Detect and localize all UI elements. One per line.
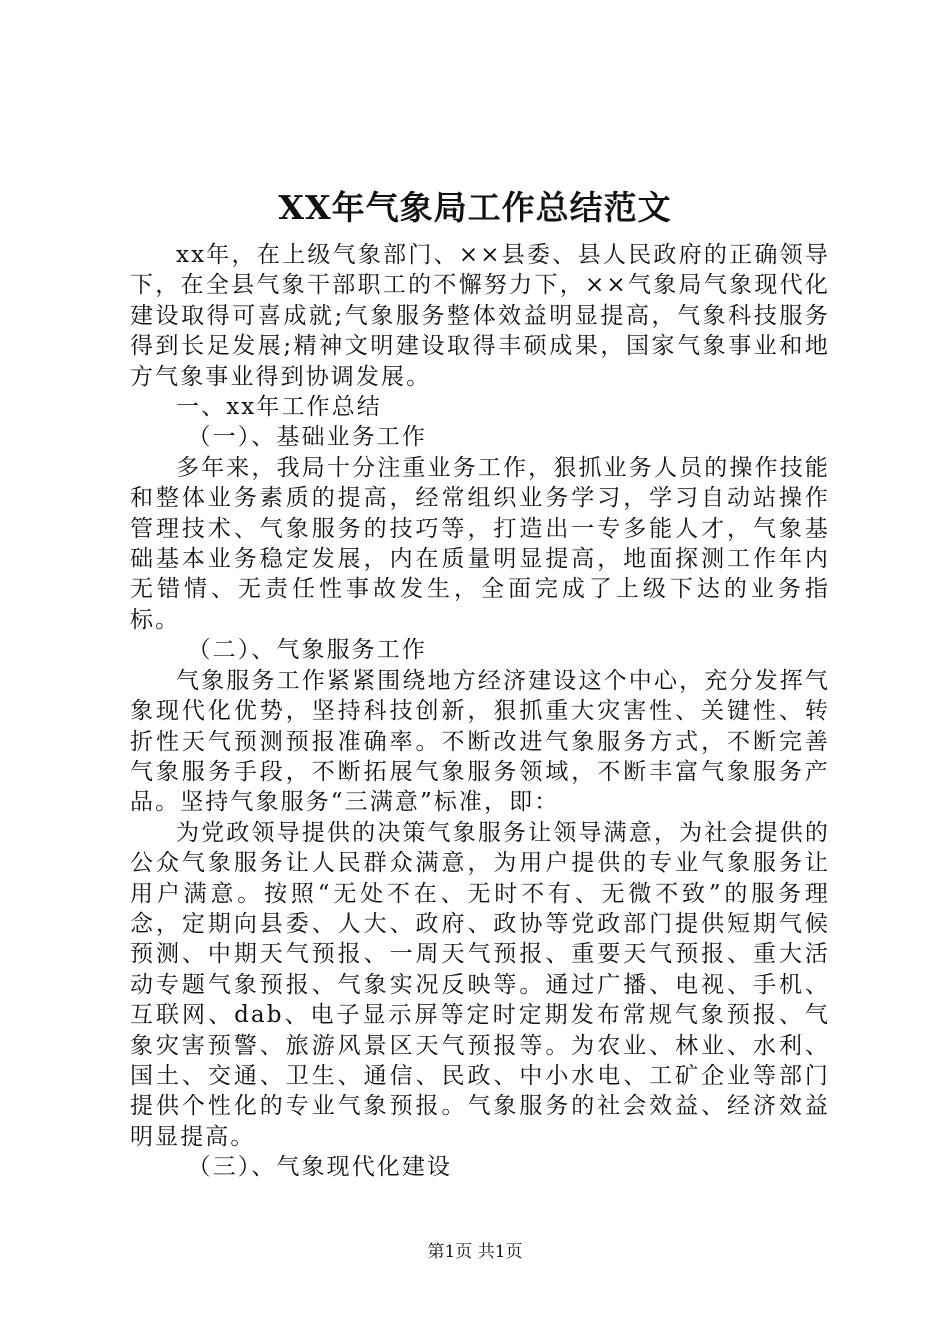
service-detail-paragraph: 为党政领导提供的决策气象服务让领导满意，为社会提供的公众气象服务让人民群众满意，为用户提供的专业气象服务让用户满意。按照“无处不在、无时不有、无微不致”的服务理念，定期向县委、人大、政府、政协等党政部门提供短期气候预测、中期天气预报、一周天气预报、重要天气预报、重大活动专题气象预报、气象实况反映等。通过广播、电视、手机、互联网、dab、电子显示屏等定时定期发布常规气象预报、气象灾害预警、旅游风景区天气预报等。为农业、林业、水利、国土、交通、卫生、通信、民政、中小水电、工矿企业等部门提供个性化的专业气象预报。气象服务的社会效益、经济效益明显提高。 bbox=[130, 819, 830, 1150]
page-number-footer: 第1页 共1页 bbox=[427, 1242, 523, 1262]
subsection-heading-modernization: （三）、气象现代化建设 bbox=[187, 1154, 453, 1181]
document-body bbox=[130, 240, 830, 1183]
intro-paragraph: xx年，在上级气象部门、××县委、县人民政府的正确领导下，在全县气象干部职工的不懈努力下，××气象局气象现代化建设取得可喜成就;气象服务整体效益明显提高，气象科技服务得到长足发展;精神文明建设取得丰硕成果，国家气象事业和地方气象事业得到协调发展。 bbox=[130, 242, 830, 390]
service-work-paragraph: 气象服务工作紧紧围绕地方经济建设这个中心，充分发挥气象现代化优势，坚持科技创新，狠抓重大灾害性、关键性、转折性天气预测预报准确率。不断改进气象服务方式，不断完善气象服务手段，不断拓展气象服务领域，不断丰富气象服务产品。坚持气象服务“三满意”标准，即： bbox=[130, 667, 830, 816]
subsection-heading-basic-work: （一）、基础业务工作 bbox=[187, 424, 427, 451]
subsection-heading-service-work: （二）、气象服务工作 bbox=[187, 637, 427, 664]
document-title: XX年气象局工作总结范文 bbox=[278, 188, 672, 227]
section-heading-summary: 一、xx年工作总结 bbox=[176, 394, 382, 421]
basic-work-paragraph: 多年来，我局十分注重业务工作，狠抓业务人员的操作技能和整体业务素质的提高，经常组织业务学习，学习自动站操作管理技术、气象服务的技巧等，打造出一专多能人才，气象基础基本业务稳定发展，内在质量明显提高，地面探测工作年内无错情、无责任性事故发生，全面完成了上级下达的业务指标。 bbox=[130, 454, 830, 633]
